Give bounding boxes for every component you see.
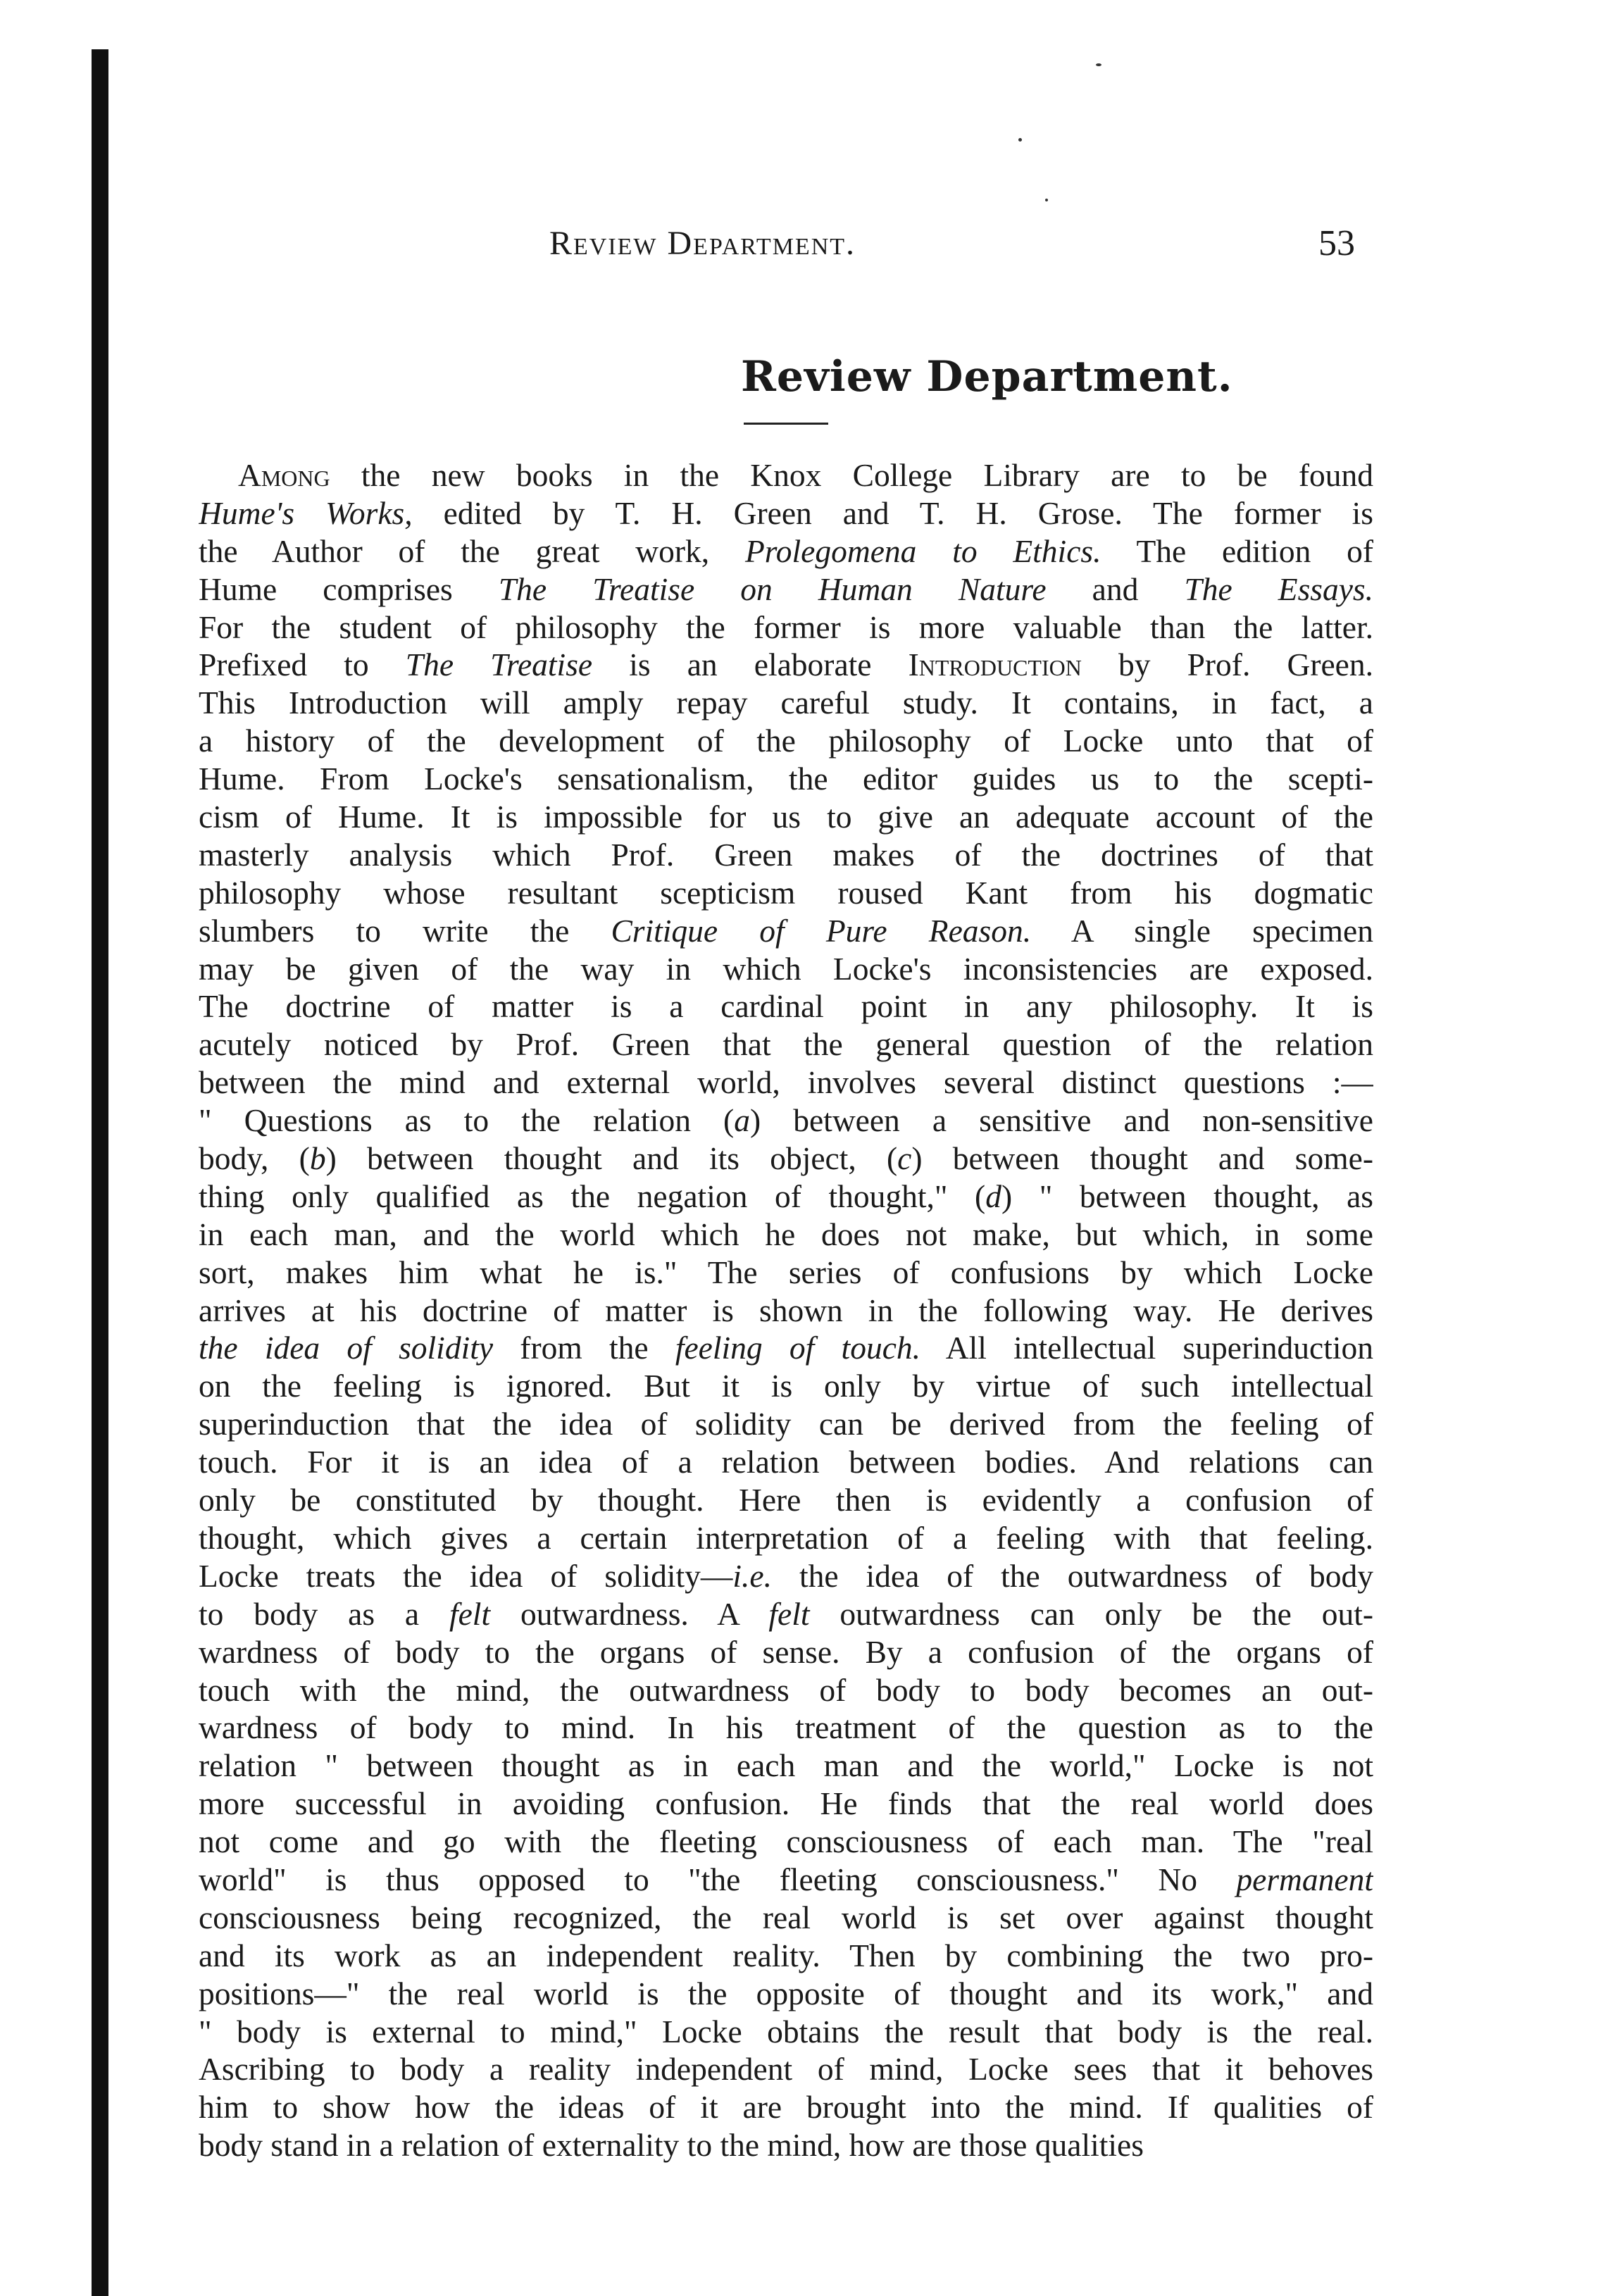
text-line [199,456,1373,494]
text-run: touch with the mind, the outwardness of body to body becomes an out- [199,1671,1373,1708]
scan-speck [1045,199,1048,201]
text-run: All intellectual superinduction [920,1330,1373,1366]
title-rule [744,423,828,425]
text-line [199,1025,1373,1063]
italic-text: Critique of Pure Reason. [611,912,1032,949]
smallcaps-text: Introduction [908,647,1082,683]
italic-text: The Essays. [1184,570,1373,607]
text-line [199,1292,1373,1330]
text-line [199,1254,1373,1292]
text-line [199,1823,1373,1861]
italic-text: felt [449,1595,491,1632]
text-line [199,1063,1373,1102]
text-run: Ascribing to body a reality independent of mind, Locke sees that it behoves [199,2051,1373,2088]
text-line [199,1367,1373,1405]
text-run: wardness of body to mind. In his treatment of the question as to the [199,1709,1373,1746]
text-line [199,1747,1373,1785]
text-run: Locke treats the idea of solidity— [199,1557,733,1594]
italic-text: i.e. [732,1557,772,1594]
text-run: philosophy whose resultant scepticism roused Kant from his dogmatic [199,874,1373,911]
text-run: This Introduction will amply repay careful study. It contains, in fact, a [199,685,1373,721]
italic-text: Hume's Works, [199,494,413,531]
text-run: on the feeling is ignored. But it is only by virtue of such intellectual [199,1368,1373,1404]
text-line [199,684,1373,722]
text-run: positions—" the real world is the opposite of thought and its work," and [199,1975,1373,2011]
text-run: ) " between thought, as [1001,1178,1373,1214]
text-line [199,1633,1373,1671]
text-run: ) between thought and its object, ( [325,1140,898,1177]
text-run: outwardness can only be the out- [809,1595,1373,1632]
text-run: to body as a [199,1595,449,1632]
text-line [199,987,1373,1025]
text-run: sort, makes him what he is." The series of confusions by which Locke [199,1254,1373,1290]
text-run: cism of Hume. It is impossible for us to give an adequate account of the [199,799,1373,835]
text-line [199,609,1373,647]
text-line [199,1937,1373,1975]
italic-text: a [734,1102,750,1139]
text-run: arrives at his doctrine of matter is shown in the following way. He derives [199,1292,1373,1328]
text-line [199,950,1373,988]
text-line [199,1595,1373,1633]
body-text [199,456,1373,2164]
text-run: The edition of [1101,532,1373,569]
drop-word: Among [238,457,361,493]
text-run: superinduction that the idea of solidity can be derived from the feeling of [199,1406,1373,1442]
text-line [199,1102,1373,1140]
italic-text: The Treatise on Human Nature [498,570,1047,607]
text-run: " Questions as to the relation ( [199,1102,735,1139]
text-run: world" is thus opposed to "the fleeting consciousness." No [199,1861,1237,1897]
text-run: a history of the development of the philosophy of Locke unto that of [199,723,1373,759]
text-run: edited by T. H. Green and T. H. Grose. The former is [412,494,1373,531]
italic-text: Prolegomena to Ethics. [744,532,1101,569]
text-run: not come and go with the fleeting consciousness of each man. The "real [199,1823,1373,1860]
binding-edge [92,49,108,2296]
italic-text: d [985,1178,1001,1214]
scan-speck [1096,63,1101,66]
text-run: wardness of body to the organs of sense. By a confusion of the organs of [199,1633,1373,1670]
italic-text: the idea of solidity [199,1330,494,1366]
italic-text: felt [768,1595,810,1632]
text-run: may be given of the way in which Locke's inconsistencies are exposed. [199,950,1373,987]
text-line [199,1405,1373,1443]
text-line [199,494,1373,532]
text-run: body, ( [199,1140,310,1177]
text-run: the Author of the great work, [199,532,745,569]
text-run: masterly analysis which Prof. Green makes of the doctrines of that [199,836,1373,873]
italic-text: c [897,1140,912,1177]
text-run: A single specimen [1031,912,1373,949]
text-run: thought, which gives a certain interpretation of a feeling with that feeling. [199,1519,1373,1556]
text-line [199,1785,1373,1823]
text-line [199,1861,1373,1899]
text-run: " body is external to mind," Locke obtains the result that body is the real. [199,2013,1373,2049]
text-run: consciousness being recognized, the real world is set over against thought [199,1899,1373,1935]
text-line [199,1329,1373,1367]
text-line [199,532,1373,570]
text-run: and its work as an independent reality. Then by combining the two pro- [199,1937,1373,1973]
text-line [199,798,1373,836]
text-line [199,1216,1373,1254]
text-line [199,570,1373,609]
text-run: slumbers to write the [199,912,611,949]
text-run: The doctrine of matter is a cardinal point in any philosophy. It is [199,988,1373,1025]
text-run: him to show how the ideas of it are brought into the mind. If qualities of [199,2089,1373,2126]
running-head: Review Department. [549,225,856,262]
text-run: ) between a sensitive and non-sensitive [749,1102,1373,1139]
text-line [199,874,1373,912]
text-run: is an elaborate [592,647,909,683]
text-run: from the [493,1330,675,1366]
text-run: between the mind and external world, involves several distinct questions :— [199,1064,1373,1101]
text-line [199,1975,1373,2013]
text-run: and [1046,570,1185,607]
text-line [199,1519,1373,1557]
text-line [199,2013,1373,2051]
text-line [199,1443,1373,1481]
text-run: Prefixed to [199,647,406,683]
text-line [199,1671,1373,1709]
text-line [199,1178,1373,1216]
italic-text: b [309,1140,326,1177]
text-run: For the student of philosophy the former is more valuable than the latter. [199,609,1373,645]
section-title: Review Department. [741,352,1233,401]
text-run: the new books in the Knox College Library are to be found [361,457,1373,493]
text-run: relation " between thought as in each man and the world," Locke is not [199,1747,1373,1784]
text-line [199,836,1373,874]
text-line [199,1899,1373,1937]
text-run: in each man, and the world which he does not make, but which, in some [199,1216,1373,1252]
text-line [199,2088,1373,2126]
text-line [199,760,1373,798]
text-run: Hume. From Locke's sensationalism, the editor guides us to the scepti- [199,761,1373,797]
text-run: outwardness. A [490,1595,769,1632]
text-line [199,1557,1373,1595]
text-line [199,1140,1373,1178]
text-run: ) between thought and some- [911,1140,1373,1177]
text-line [199,1709,1373,1747]
text-run: touch. For it is an idea of a relation between bodies. And relations can [199,1444,1373,1480]
page-number: 53 [1318,223,1355,263]
italic-text: permanent [1236,1861,1373,1897]
text-run: body stand in a relation of externality to the mind, how are those qualities [199,2127,1144,2164]
italic-text: The Treatise [405,647,593,683]
text-line [199,2126,1373,2164]
text-run: the idea of the outwardness of body [771,1557,1373,1594]
text-run: by Prof. Green. [1081,647,1373,683]
text-run: more successful in avoiding confusion. He finds that the real world does [199,1785,1373,1822]
text-line [199,912,1373,950]
text-run: thing only qualified as the negation of thought," ( [199,1178,986,1214]
text-run: acutely noticed by Prof. Green that the general question of the relation [199,1026,1373,1063]
italic-text: feeling of touch. [675,1330,921,1366]
text-line [199,2050,1373,2088]
text-run: only be constituted by thought. Here then is evidently a confusion of [199,1482,1373,1518]
text-line [199,1481,1373,1519]
text-line [199,646,1373,684]
text-run: Hume comprises [199,570,499,607]
text-line [199,722,1373,760]
scan-speck [1018,138,1022,142]
